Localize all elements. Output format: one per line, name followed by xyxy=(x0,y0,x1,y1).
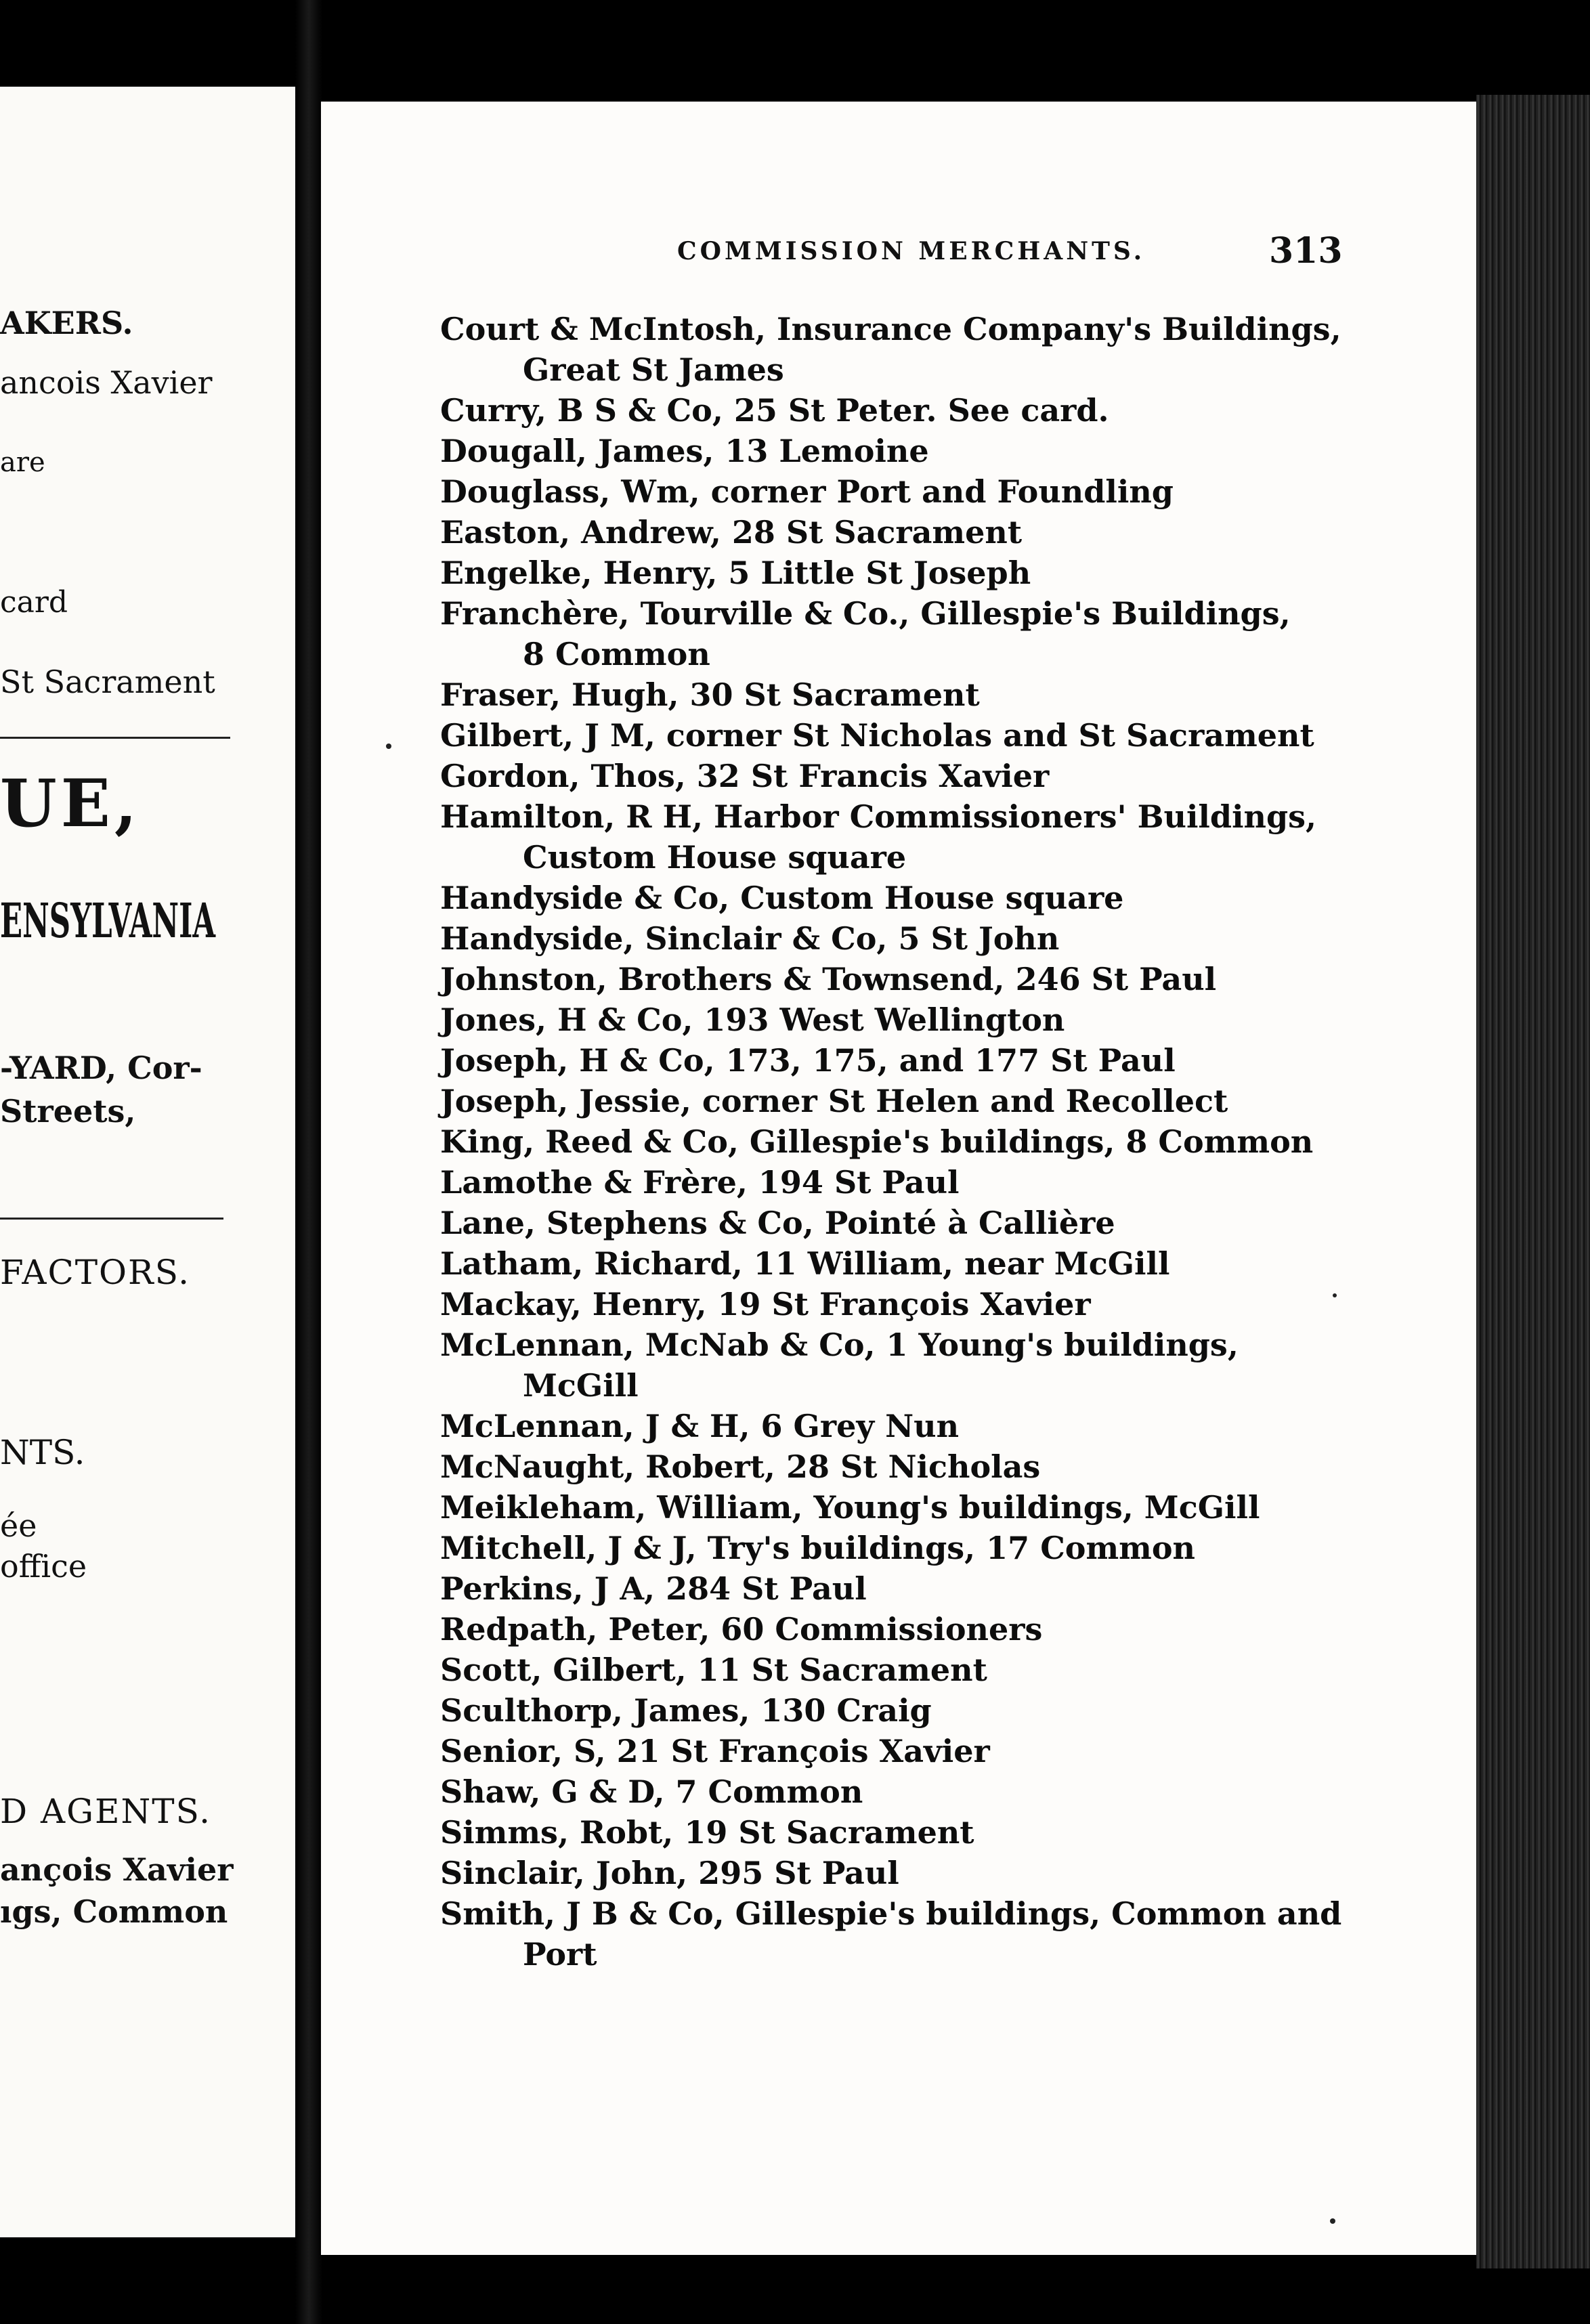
ink-speck xyxy=(1333,1293,1337,1297)
directory-entry xyxy=(440,1162,1497,1203)
entry-continuation: Custom House square xyxy=(523,839,907,876)
directory-entry xyxy=(440,756,1497,796)
entry-text: Hamilton, R H, Harbor Commissioners' Buildings, xyxy=(440,798,1317,835)
entry-text: Court & McIntosh, Insurance Company's Buildings, xyxy=(440,311,1341,347)
entry-text: Latham, Richard, 11 William, near McGill xyxy=(440,1245,1170,1282)
entry-text: Franchère, Tourville & Co., Gillespie's Buildings, xyxy=(440,595,1291,632)
directory-entry xyxy=(440,999,1497,1040)
entry-text: Sculthorp, James, 130 Craig xyxy=(440,1692,932,1729)
left-fragment-text: St Sacrament xyxy=(0,664,215,700)
entry-text: Mackay, Henry, 19 St François Xavier xyxy=(440,1286,1091,1322)
entry-text: Mitchell, J & J, Try's buildings, 17 Common xyxy=(440,1530,1195,1566)
entry-text: McNaught, Robert, 28 St Nicholas xyxy=(440,1448,1041,1485)
directory-entry xyxy=(440,1446,1497,1487)
left-fragment-text: ée xyxy=(0,1507,37,1544)
directory-entry xyxy=(440,1243,1497,1284)
directory-entry-list xyxy=(440,309,1497,1975)
directory-entry xyxy=(440,715,1497,756)
directory-entry xyxy=(440,1528,1497,1568)
entry-continuation: Great St James xyxy=(523,351,784,388)
entry-text: Meikleham, William, Young's buildings, McGill xyxy=(440,1489,1260,1526)
directory-entry xyxy=(440,1812,1497,1853)
directory-entry xyxy=(440,431,1497,471)
directory-entry xyxy=(440,593,1497,674)
directory-entry xyxy=(440,1325,1497,1406)
directory-entry xyxy=(440,471,1497,512)
entry-text: Perkins, J A, 284 St Paul xyxy=(440,1570,867,1607)
entry-text: Smith, J B & Co, Gillespie's buildings, Common and xyxy=(440,1895,1342,1932)
entry-text: King, Reed & Co, Gillespie's buildings, 8 Common xyxy=(440,1123,1314,1160)
entry-text: Easton, Andrew, 28 St Sacrament xyxy=(440,514,1023,551)
entry-text: Fraser, Hugh, 30 St Sacrament xyxy=(440,676,980,713)
directory-entry xyxy=(440,1568,1497,1609)
entry-text: Sinclair, John, 295 St Paul xyxy=(440,1855,899,1891)
entry-text: Douglass, Wm, corner Port and Foundling xyxy=(440,473,1174,510)
right-page xyxy=(321,102,1497,2255)
directory-entry xyxy=(440,1284,1497,1325)
entry-text: Joseph, H & Co, 173, 175, and 177 St Paul xyxy=(440,1042,1176,1079)
entry-text: Jones, H & Co, 193 West Wellington xyxy=(440,1002,1065,1038)
directory-entry xyxy=(440,512,1497,553)
left-fragment-text: -YARD, Cor- xyxy=(0,1050,202,1086)
entry-text: Curry, B S & Co, 25 St Peter. See card. xyxy=(440,392,1109,429)
directory-entry xyxy=(440,878,1497,918)
directory-entry xyxy=(440,309,1497,390)
left-fragment-heading: UE, xyxy=(0,765,142,842)
directory-entry xyxy=(440,1690,1497,1731)
book-gutter xyxy=(295,0,322,2324)
directory-entry xyxy=(440,1893,1497,1975)
entry-text: Lane, Stephens & Co, Pointé à Callière xyxy=(440,1205,1115,1241)
left-fragment-text: ancois Xavier xyxy=(0,364,213,401)
left-fragment-heading: ENSYLVANIA xyxy=(0,892,216,949)
directory-entry xyxy=(440,553,1497,593)
ink-speck xyxy=(1330,2218,1335,2224)
entry-text: Scott, Gilbert, 11 St Sacrament xyxy=(440,1652,987,1688)
directory-entry xyxy=(440,390,1497,431)
entry-continuation: 8 Common xyxy=(523,636,710,672)
directory-entry xyxy=(440,1731,1497,1771)
entry-text: Joseph, Jessie, corner St Helen and Recollect xyxy=(440,1083,1228,1119)
entry-text: Johnston, Brothers & Townsend, 246 St Paul xyxy=(440,961,1217,997)
page-number: 313 xyxy=(1269,230,1343,272)
directory-entry xyxy=(440,1853,1497,1893)
entry-text: Engelke, Henry, 5 Little St Joseph xyxy=(440,555,1031,591)
directory-entry xyxy=(440,918,1497,959)
entry-continuation: McGill xyxy=(523,1367,639,1404)
left-fragment-text: ıgs, Common xyxy=(0,1893,228,1930)
directory-entry xyxy=(440,1040,1497,1081)
directory-entry xyxy=(440,1487,1497,1528)
left-fragment-text: card xyxy=(0,585,68,620)
entry-text: Shaw, G & D, 7 Common xyxy=(440,1773,863,1810)
entry-text: Simms, Robt, 19 St Sacrament xyxy=(440,1814,974,1851)
left-fragment-heading: FACTORS. xyxy=(0,1253,191,1292)
directory-entry xyxy=(440,1771,1497,1812)
left-fragment-heading: D AGENTS. xyxy=(0,1792,211,1831)
entry-text: Senior, S, 21 St François Xavier xyxy=(440,1733,990,1769)
page-stack-edge xyxy=(1476,95,1590,2268)
directory-entry xyxy=(440,674,1497,715)
entry-text: Dougall, James, 13 Lemoine xyxy=(440,433,929,469)
left-fragment-text: ançois Xavier xyxy=(0,1851,234,1888)
directory-entry xyxy=(440,1121,1497,1162)
entry-text: Gilbert, J M, corner St Nicholas and St Sacrament xyxy=(440,717,1314,754)
directory-entry xyxy=(440,1406,1497,1446)
left-divider xyxy=(0,1218,223,1220)
entry-text: Redpath, Peter, 60 Commissioners xyxy=(440,1611,1043,1648)
running-head: COMMISSION MERCHANTS. xyxy=(677,237,1146,265)
left-facing-page xyxy=(0,87,295,2237)
ink-speck xyxy=(386,744,391,749)
entry-text: Gordon, Thos, 32 St Francis Xavier xyxy=(440,758,1050,794)
left-divider xyxy=(0,737,230,739)
left-fragment-heading: NTS. xyxy=(0,1433,85,1472)
entry-text: Lamothe & Frère, 194 St Paul xyxy=(440,1164,960,1201)
entry-text: Handyside & Co, Custom House square xyxy=(440,880,1124,916)
left-fragment-heading: AKERS. xyxy=(0,305,133,341)
left-fragment-text: are xyxy=(0,447,45,478)
directory-entry xyxy=(440,1609,1497,1650)
directory-entry xyxy=(440,1203,1497,1243)
entry-text: McLennan, McNab & Co, 1 Young's buildings, xyxy=(440,1327,1239,1363)
entry-continuation: Port xyxy=(523,1936,597,1973)
directory-entry xyxy=(440,959,1497,999)
entry-text: Handyside, Sinclair & Co, 5 St John xyxy=(440,920,1060,957)
directory-entry xyxy=(440,796,1497,878)
entry-text: McLennan, J & H, 6 Grey Nun xyxy=(440,1408,960,1444)
left-fragment-text: Streets, xyxy=(0,1093,136,1129)
directory-entry xyxy=(440,1650,1497,1690)
directory-entry xyxy=(440,1081,1497,1121)
left-fragment-text: office xyxy=(0,1548,87,1585)
